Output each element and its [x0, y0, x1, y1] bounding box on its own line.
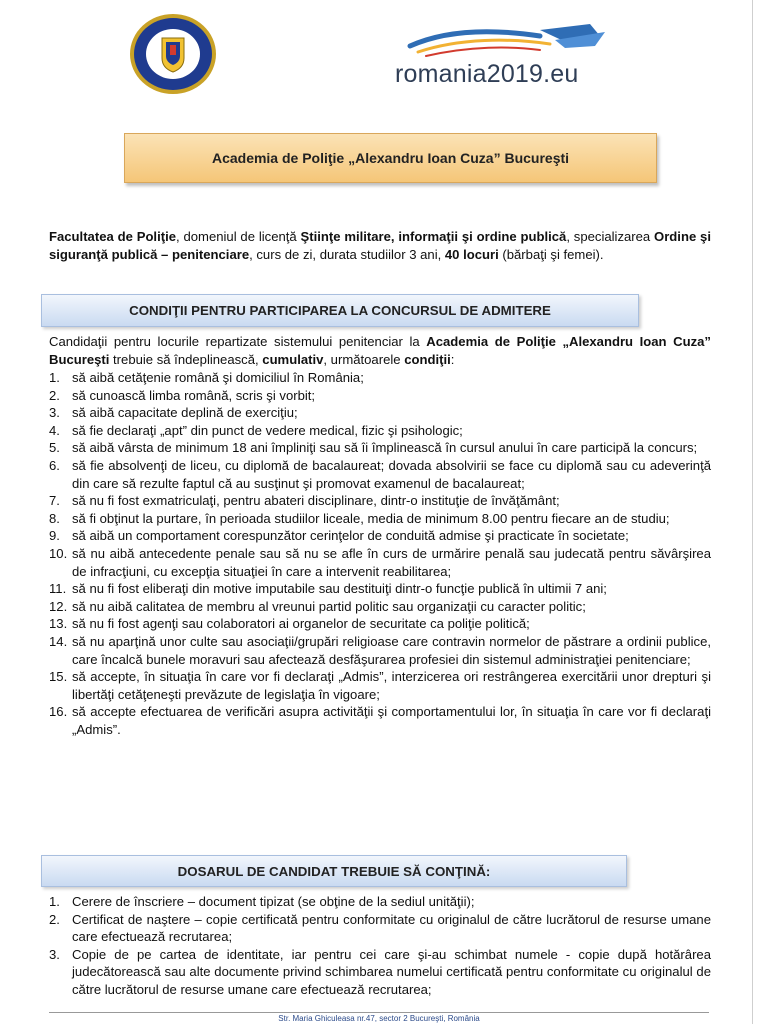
text-run: Candidaţii pentru locurile repartizate sistemului penitenciar la [49, 334, 427, 349]
list-item [49, 457, 711, 492]
text-run: Ordine şi siguranţă publică – penitenciare [49, 229, 711, 262]
list-item-text: Certificat de naştere – copie certificată pentru conformitate cu originalul de către lucrătorul de resurse umane care efectuează recrutarea; [72, 911, 711, 945]
faculty-paragraph [49, 228, 711, 264]
list-item-number: 11. [49, 581, 67, 597]
list-item [49, 580, 711, 598]
list-item [49, 615, 711, 633]
list-item [49, 369, 711, 387]
list-item-text: să nu fi fost eliberaţi din motive imputabile sau destituiţi dintr-o funcţie publică în ultimii 7 ani; [72, 581, 607, 597]
list-item-number: 1. [49, 370, 60, 385]
text-run: , specializarea [566, 229, 655, 244]
list-item [49, 527, 711, 545]
list-item-text: să fie absolvenţi de liceu, cu diplomă de bacalaureat; dovada absolvirii se face cu diplomă sau cu adeverinţă din care să rezulte faptul că au susţinut şi promovat examenul de bacalaureat; [72, 457, 711, 491]
list-item [49, 422, 711, 440]
list-item-number: 6. [49, 457, 60, 473]
list-item [49, 911, 711, 946]
list-item [49, 893, 711, 911]
list-item [49, 633, 711, 668]
list-item-number: 16. [49, 704, 68, 720]
list-item-number: 14. [49, 633, 68, 649]
list-item-number: 4. [49, 422, 60, 438]
conditions-list [49, 369, 711, 738]
list-item-text: Cerere de înscriere – document tipizat (se obţine de la sediul unităţii); [72, 894, 475, 909]
list-item-text: Copie de pe cartea de identitate, iar pentru cei care şi-au schimbat numele - copie după hotărârea judecătorească sau alte documente privind schimbarea numelui certificată pentru conformitate cu originalul de către lucrătorul de resurse umane care efectuează recrutarea; [72, 946, 711, 997]
list-item-number: 2. [49, 387, 60, 403]
list-item-number: 5. [49, 440, 60, 456]
page-edge [752, 0, 753, 1024]
list-item-number: 7. [49, 493, 60, 509]
list-item-text: să fi obţinut la purtare, în perioada studiilor liceale, media de minimum 8.00 pentru fiecare an de studiu; [72, 510, 670, 526]
list-item-number: 1. [49, 894, 60, 909]
conditions-heading: CONDIŢII PENTRU PARTICIPAREA LA CONCURSUL DE ADMITERE [41, 294, 639, 327]
list-item [49, 439, 711, 457]
footer-address: Str. Maria Ghiculeasa nr.47, sector 2 Bucureşti, România [278, 1014, 480, 1023]
list-item-text: să aibă capacitate deplină de exerciţiu; [72, 405, 298, 421]
institution-title: Academia de Poliţie „Alexandru Ioan Cuza” Bucureşti [124, 133, 657, 183]
text-run: condiţii [404, 352, 451, 367]
list-item [49, 703, 711, 738]
text-run: (bărbaţi şi femei). [498, 247, 604, 262]
list-item-text: să aibă cetăţenie română şi domiciliul în România; [72, 370, 364, 385]
list-item-text: să nu aparţină unor culte sau asociaţii/grupări religioase care contravin normelor de păstrare a ordinii publice, care încalcă bunele moravuri sau afectează desfăşurarea profesiei din sistemul administraţiei penitenciare; [72, 633, 711, 667]
list-item-number: 2. [49, 911, 60, 927]
list-item-text: să cunoască limba română, scris şi vorbit; [72, 387, 316, 403]
list-item [49, 404, 711, 422]
list-item-text: să accepte, în situaţia în care vor fi declaraţi „Admis”, interzicerea ori restrângerea exercitării unor drepturi şi libertăţi cetăţeneşti prevăzute de legislaţia în vigoare; [72, 669, 711, 702]
list-item-number: 9. [49, 528, 60, 544]
list-item-number: 13. [49, 616, 68, 632]
list-item [49, 492, 711, 510]
text-run: , domeniul de licenţă [176, 229, 301, 244]
text-run: , curs de zi, durata studiilor 3 ani, [249, 247, 445, 262]
list-item [49, 510, 711, 528]
list-item-text: să fie declaraţi „apt” din punct de vedere medical, fizic şi psihologic; [72, 422, 463, 438]
list-item-number: 15. [49, 669, 68, 685]
dossier-list [49, 893, 711, 999]
dossier-heading: DOSARUL DE CANDIDAT TREBUIE SĂ CONŢINĂ: [41, 855, 627, 887]
list-item-text: să accepte efectuarea de verificări asupra activităţii şi comportamentului lor, în situaţia în care vor fi declaraţi „Admis”. [72, 704, 711, 737]
list-item-number: 8. [49, 510, 60, 526]
text-run: trebuie să îndeplinească, [109, 352, 263, 367]
list-item-number: 3. [49, 405, 60, 421]
text-run: , următoarele [323, 352, 405, 367]
text-run: Academia de Poliţie „Alexandru Ioan Cuza” Bucureşti [49, 334, 711, 367]
text-run: Facultatea de Poliţie [49, 229, 176, 244]
list-item [49, 387, 711, 405]
list-item [49, 668, 711, 703]
list-item-number: 10. [49, 545, 68, 561]
list-item-text: să aibă un comportament corespunzător cerinţelor de conduită admise şi practicate în societate; [72, 528, 629, 544]
list-item [49, 946, 711, 999]
conditions-intro [49, 333, 711, 369]
list-item [49, 545, 711, 580]
ministry-seal-icon [128, 12, 218, 96]
list-item-number: 12. [49, 598, 68, 614]
list-item [49, 598, 711, 616]
list-item-text: să aibă vârsta de minimum 18 ani împliniţi sau să îi împlinească în cursul anului în care participă la concurs; [72, 440, 698, 456]
list-item-number: 3. [49, 946, 60, 962]
text-run: Ştiinţe militare, informaţii şi ordine publică [300, 229, 567, 244]
list-item-text: să nu aibă calitatea de membru al vreunui partid politic sau organizaţii cu caracter politic; [72, 598, 586, 614]
footer-divider [49, 1012, 709, 1013]
brand-text: romania2019.eu [395, 60, 579, 88]
text-run: cumulativ [262, 352, 324, 367]
text-run: 40 locuri [444, 247, 499, 262]
list-item-text: să nu aibă antecedente penale sau să nu se afle în curs de urmărire penală sau judecată pentru săvârşirea de infracţiuni, cu excepţia situaţiei în care a intervenit reabilitarea; [72, 545, 711, 579]
text-run: : [450, 352, 455, 367]
list-item-text: să nu fi fost agenţi sau colaboratori ai organelor de securitate ca poliţie politică; [72, 616, 530, 632]
list-item-text: să nu fi fost exmatriculaţi, pentru abateri disciplinare, dintr-o instituţie de învăţământ; [72, 493, 560, 509]
